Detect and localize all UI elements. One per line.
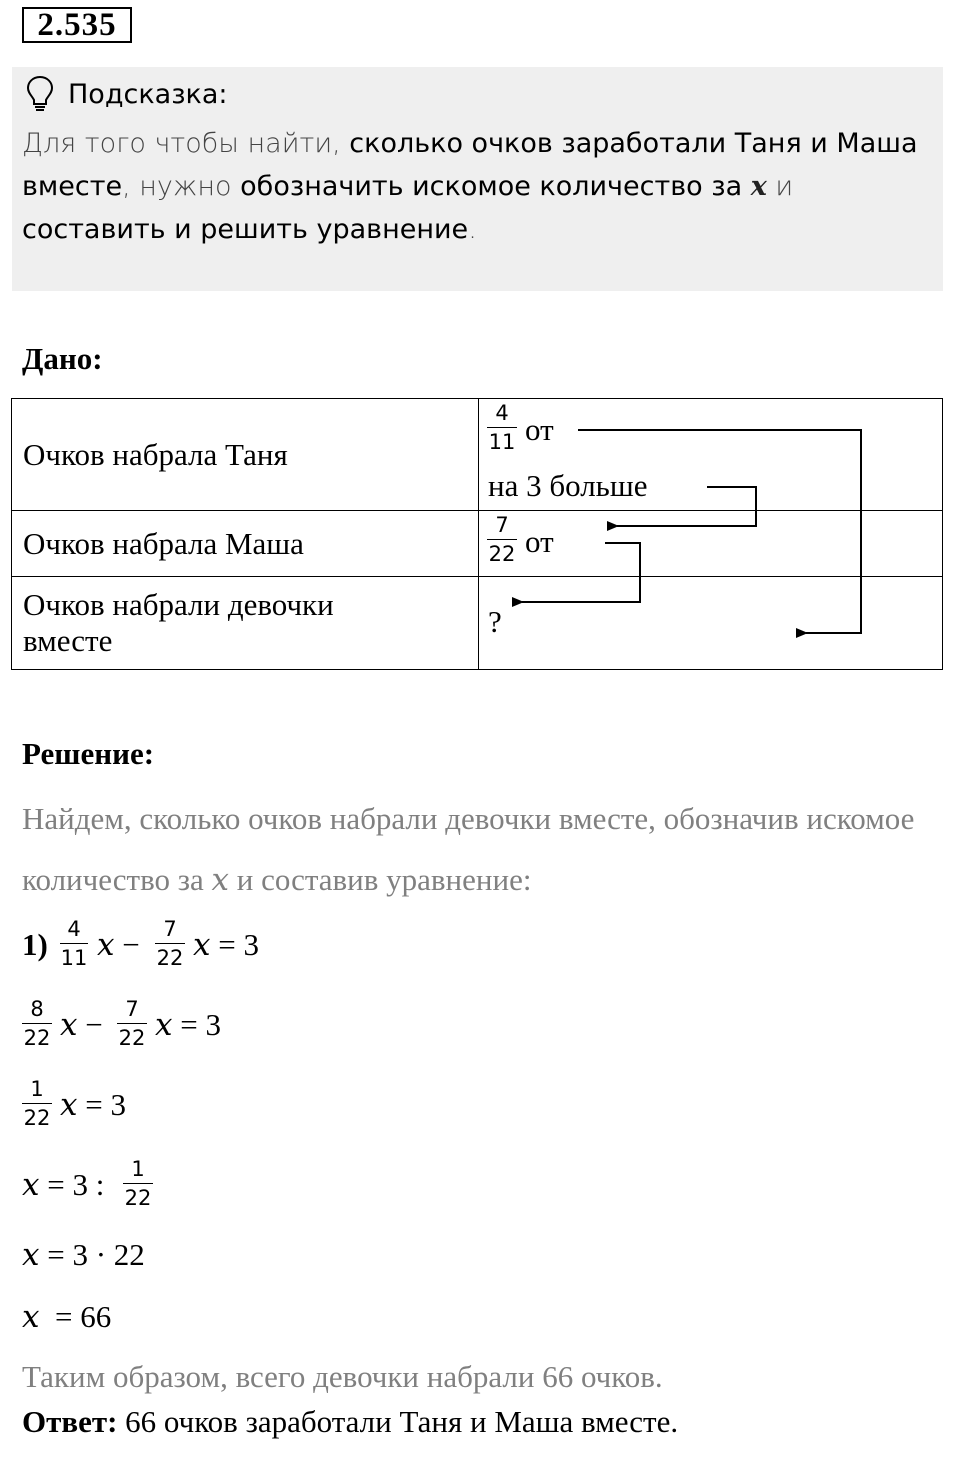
task-number: 2.535	[22, 7, 132, 43]
fraction-numerator: 4	[495, 401, 509, 425]
fraction-numerator: 7	[495, 513, 509, 537]
fraction-denominator: 22	[488, 542, 516, 566]
row-label-total	[12, 576, 479, 669]
fraction-denominator: 22	[124, 1186, 152, 1210]
equation-term	[60, 1005, 103, 1045]
row-value-total	[479, 576, 943, 669]
equation-rhs: = 3 :	[47, 1167, 105, 1202]
equation-fraction	[22, 1077, 52, 1130]
solution-title: Решение:	[22, 736, 155, 771]
hint-text-part: сколько очков заработали Таня и Маша вместе	[22, 128, 918, 202]
solution-intro	[22, 788, 942, 911]
equation-operator: −	[85, 1007, 103, 1042]
hint-text-part: и	[766, 171, 794, 202]
fraction-denominator: 22	[118, 1026, 146, 1050]
table-row	[12, 399, 943, 511]
hint-text-part: , нужно	[122, 171, 241, 202]
row-label-masha: Очков набрала Маша	[12, 511, 479, 576]
fraction-denominator: 11	[60, 946, 88, 970]
fraction-denominator: 22	[23, 1106, 51, 1130]
fraction-denominator: 22	[23, 1026, 51, 1050]
given-title: Дано:	[22, 341, 103, 376]
row-label-total-line1: Очков набрали девочки	[23, 586, 334, 622]
equation-term	[60, 1085, 126, 1125]
equation-fraction	[117, 997, 147, 1050]
fraction-numerator: 7	[163, 917, 177, 941]
equation-variable: x	[60, 1007, 78, 1043]
answer-text: 66 очков заработали Таня и Маша вместе.	[117, 1404, 679, 1439]
fraction-7-22	[487, 513, 517, 566]
unknown-mark: ?	[488, 604, 502, 639]
table-row	[12, 576, 943, 669]
fraction-denominator: 22	[156, 946, 184, 970]
equation-term	[193, 925, 259, 965]
equation-fraction	[22, 997, 52, 1050]
given-table	[11, 398, 943, 670]
equation-variable: x	[22, 1237, 40, 1273]
row-label-tanya: Очков набрала Таня	[12, 399, 479, 511]
equation-rhs: = 3	[85, 1087, 126, 1122]
hint-text	[22, 122, 927, 251]
solution-variable: x	[211, 862, 229, 898]
equation-variable: x	[97, 927, 115, 963]
row-label-total-line2: вместе	[23, 622, 113, 658]
equation-term	[22, 1165, 104, 1205]
hint-text-part: Для того чтобы найти,	[22, 128, 350, 159]
tanya-more-text: на 3 больше	[488, 468, 648, 503]
fraction-numerator: 8	[30, 997, 44, 1021]
equation-rhs: = 3	[180, 1007, 221, 1042]
equation-rhs: = 66	[47, 1299, 112, 1334]
hint-text-part: обозначить искомое количество за	[240, 171, 751, 202]
step-label: 1)	[22, 927, 48, 962]
fraction-word: от	[525, 524, 554, 559]
hint-title: Подсказка:	[68, 79, 228, 110]
fraction-denominator: 11	[488, 430, 516, 454]
equation-operator: −	[122, 927, 140, 962]
conclusion-text: Таким образом, всего девочки набрали 66 очков.	[22, 1359, 663, 1394]
answer	[22, 1402, 678, 1442]
fraction-word: от	[525, 412, 554, 447]
lightbulb-icon	[24, 74, 56, 114]
equation-variable: x	[193, 927, 211, 963]
table-row	[12, 511, 943, 576]
hint-variable: x	[750, 171, 767, 202]
equation-term	[155, 1005, 221, 1045]
equation-variable: x	[22, 1299, 40, 1335]
fraction-numerator: 7	[125, 997, 139, 1021]
equation-term	[97, 925, 140, 965]
equation-rhs: = 3 · 22	[47, 1237, 145, 1272]
hint-text-part: составить и решить уравнение	[22, 214, 469, 245]
equation-term	[22, 1235, 145, 1275]
equation-variable: x	[155, 1007, 173, 1043]
hint-text-part: .	[468, 214, 477, 245]
fraction-numerator: 1	[30, 1077, 44, 1101]
fraction-numerator: 4	[67, 917, 81, 941]
equation-fraction	[60, 917, 88, 970]
fraction-numerator: 1	[131, 1157, 145, 1181]
equation-term	[22, 1297, 111, 1337]
solution-intro-text: Найдем, сколько очков набрали девочки вместе, обозначив искомое количество за	[22, 801, 915, 897]
equation-variable: x	[22, 1167, 40, 1203]
equation-rhs: = 3	[218, 927, 259, 962]
equation-fraction	[155, 917, 185, 970]
equation-variable: x	[60, 1087, 78, 1123]
solution-intro-text: и составив уравнение:	[228, 862, 532, 897]
equation-fraction	[123, 1157, 153, 1210]
fraction-4-11	[487, 401, 517, 454]
answer-label: Ответ:	[22, 1404, 118, 1439]
